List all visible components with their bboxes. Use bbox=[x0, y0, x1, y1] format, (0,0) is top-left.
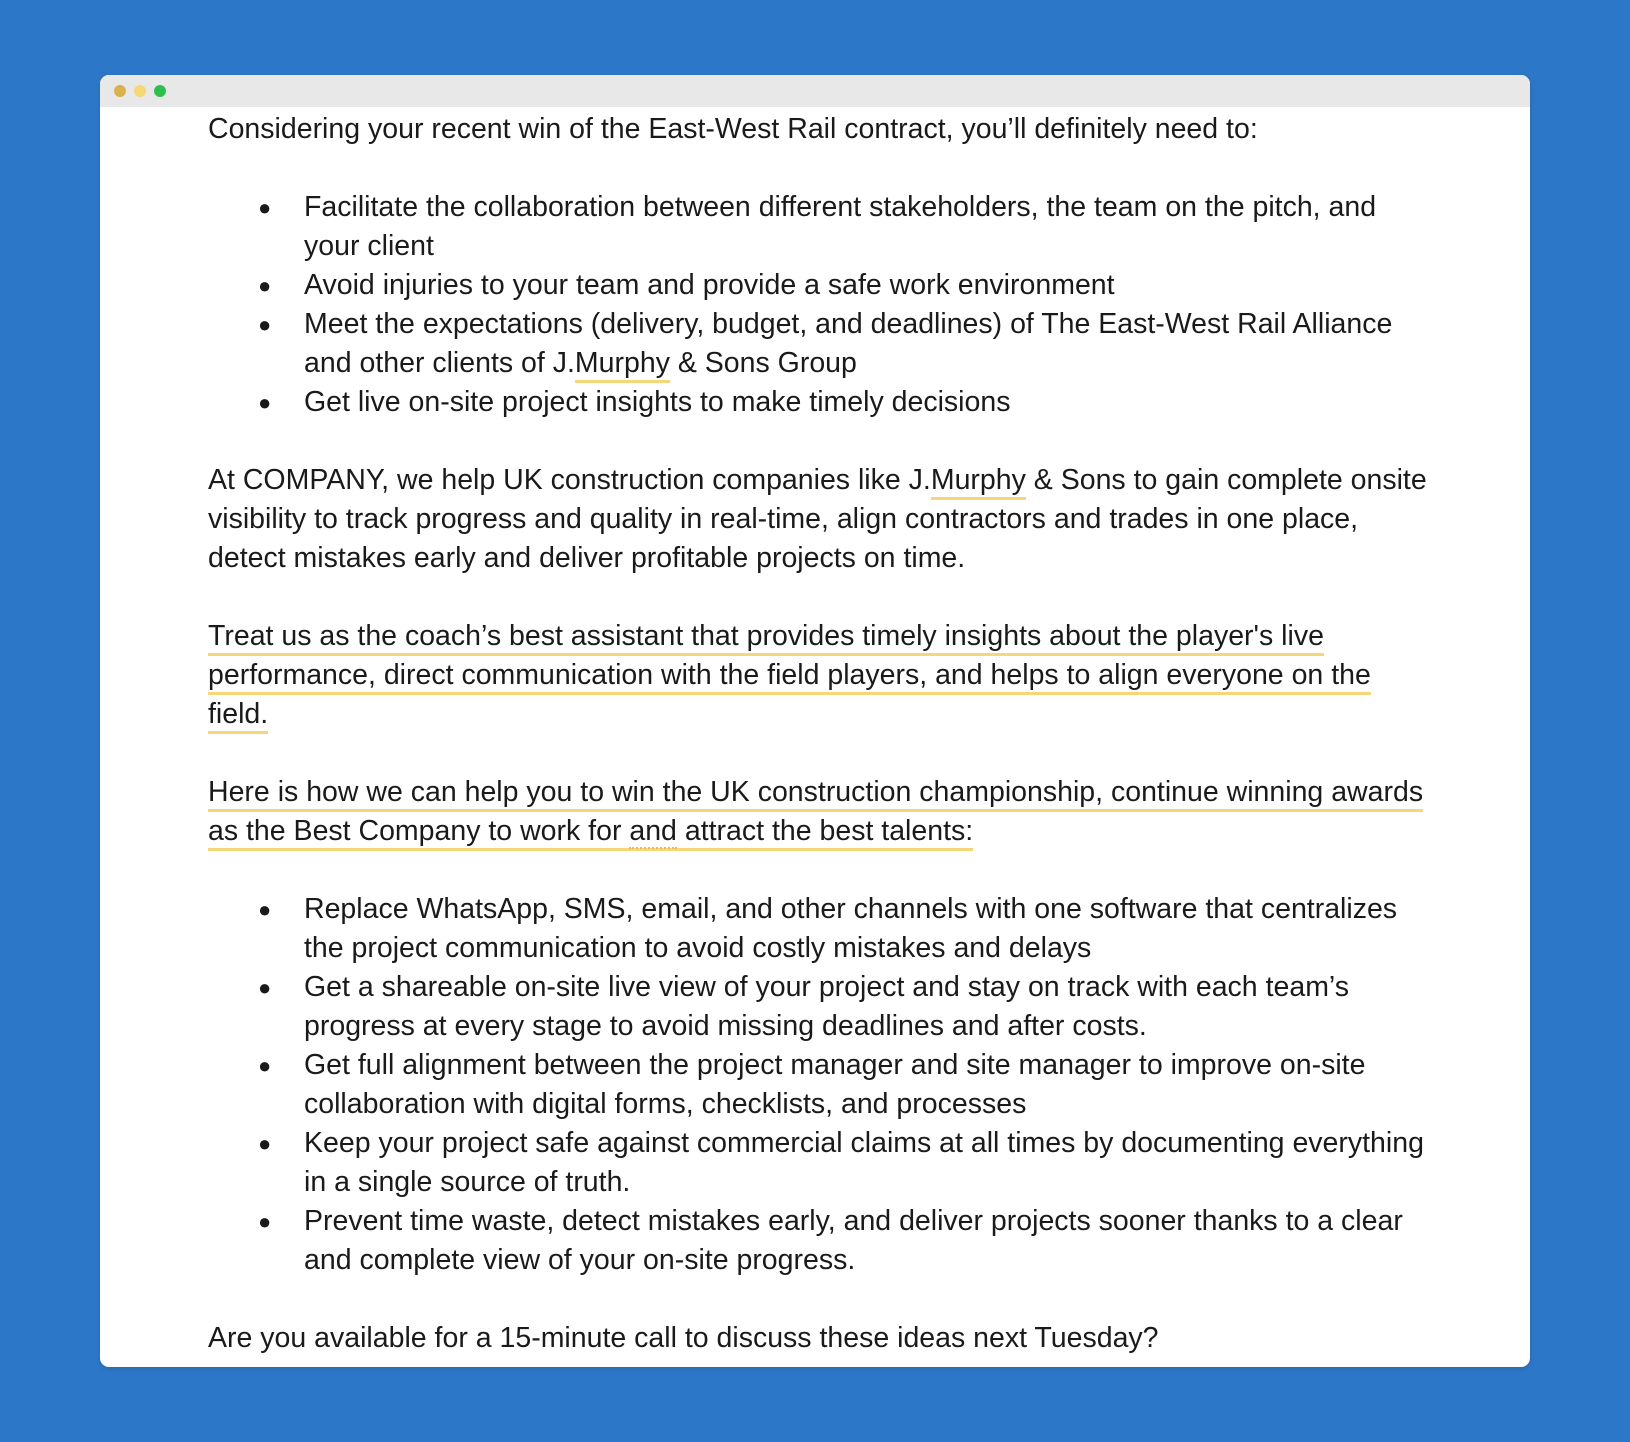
help-highlight bbox=[208, 776, 1423, 851]
grammar-suggestion-and[interactable]: and bbox=[629, 815, 677, 847]
need-item: ● Avoid injuries to your team and provide a safe work environment bbox=[208, 266, 1433, 305]
need-item bbox=[208, 305, 1433, 383]
spacer bbox=[208, 851, 1433, 890]
help-text-end: attract the best talents: bbox=[676, 815, 974, 847]
maximize-window-dot-icon[interactable] bbox=[154, 85, 166, 97]
intro-paragraph: Considering your recent win of the East-West Rail contract, you’ll definitely need to: bbox=[208, 113, 1258, 145]
need-item: ● Get live on-site project insights to make timely decisions bbox=[208, 383, 1433, 422]
need-text-end: & Sons Group bbox=[669, 347, 857, 379]
benefit-item: ● Get a shareable on-site live view of your project and stay on track with each team’s progress at every stage to avoid missing deadlines and after costs. bbox=[208, 968, 1433, 1046]
company-text-end: & Sons to gain complete onsite visibility to track progress and quality in real-time, align contractors and trades in one place, detect mistakes early and deliver profitable projects on time. bbox=[208, 464, 1427, 574]
spacer bbox=[208, 578, 1433, 617]
murphy-highlight: Murphy bbox=[575, 347, 670, 383]
close-window-dot-icon[interactable] bbox=[114, 85, 126, 97]
need-text-start: Meet the expectations (delivery, budget, and deadlines) of The East-West Rail Alliance and other clients of J. bbox=[304, 308, 1393, 379]
benefit-item: ● Get full alignment between the project manager and site manager to improve on-site collaboration with digital forms, checklists, and processes bbox=[208, 1046, 1433, 1124]
cta-paragraph: Are you available for a 15-minute call to discuss these ideas next Tuesday? bbox=[208, 1322, 1159, 1354]
spacer bbox=[208, 1280, 1433, 1319]
spacer bbox=[208, 149, 1433, 188]
browser-window bbox=[100, 75, 1530, 1367]
coach-highlight: Treat us as the coach’s best assistant that provides timely insights about the player's live performance, direct communication with the field players, and helps to align everyone on the field. bbox=[208, 620, 1371, 734]
benefits-list bbox=[208, 890, 1433, 1280]
window-titlebar bbox=[100, 75, 1530, 107]
email-body bbox=[208, 110, 1433, 1358]
benefit-item: ● Prevent time waste, detect mistakes early, and deliver projects sooner thanks to a clear and complete view of your on-site progress. bbox=[208, 1202, 1433, 1280]
need-item: ● Facilitate the collaboration between different stakeholders, the team on the pitch, and your client bbox=[208, 188, 1433, 266]
help-text-start: Here is how we can help you to win the UK construction championship, continue winning awards as the Best Company to work for bbox=[208, 776, 1424, 847]
coach-paragraph bbox=[208, 617, 1433, 734]
help-paragraph bbox=[208, 773, 1433, 851]
spacer bbox=[208, 422, 1433, 461]
minimize-window-dot-icon[interactable] bbox=[134, 85, 146, 97]
company-paragraph bbox=[208, 461, 1433, 578]
murphy-highlight: Murphy bbox=[931, 464, 1026, 500]
benefit-item: ● Replace WhatsApp, SMS, email, and other channels with one software that centralizes the project communication to avoid costly mistakes and delays bbox=[208, 890, 1433, 968]
needs-list bbox=[208, 188, 1433, 422]
company-text-start: At COMPANY, we help UK construction companies like J. bbox=[208, 464, 931, 496]
spacer bbox=[208, 734, 1433, 773]
benefit-item: ● Keep your project safe against commercial claims at all times by documenting everything in a single source of truth. bbox=[208, 1124, 1433, 1202]
